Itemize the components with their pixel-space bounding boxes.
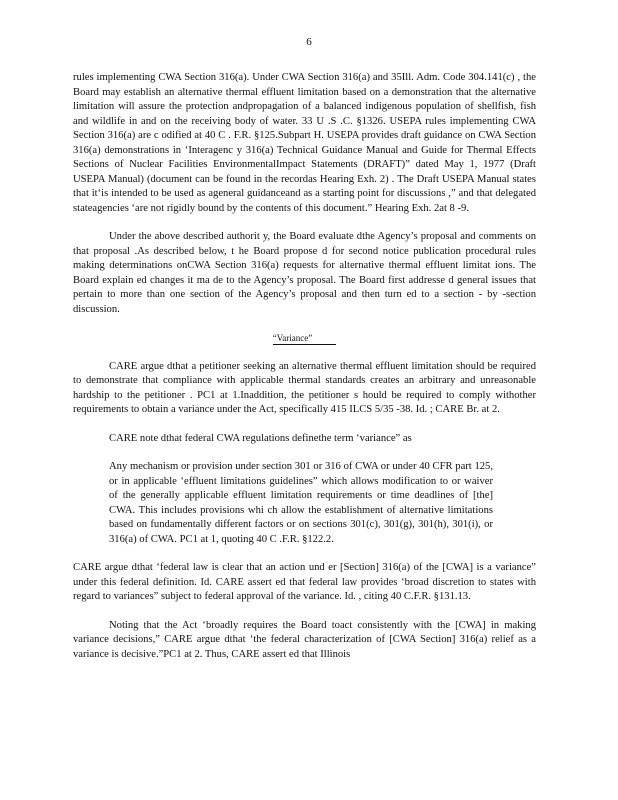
paragraph-federal-law: CARE argue dthat ‘federal law is clear that an action und er [Section] 316(a) of the [CWA] is a variance” under this federal definition. Id. CARE assert ed that federal law provides ‘broad discretion to states with regard to variances” subject to federal approval of the variance. Id. , citing 40 C.F.R. §131.13. xyxy=(73,562,536,602)
paragraph-board-evaluation: Under the above described authorit y, the Board evaluate dthe Agency’s proposal and comments on that proposal .As described below, t he Board propose d for second notice publication procedural rules making determinations onCWA Section 316(a) requests for alternative thermal effluent limitat ions. The Board explain ed changes it ma de to the Agency’s proposal. The Board first addresse d general issues that pertain to more than one section of the Agency’s proposal and then turn ed to a section - by -section discussion. xyxy=(73,231,536,315)
paragraph-act-consistency: Noting that the Act ‘broadly requires the Board toact consistently with the [CWA] in making variance decisions,” CARE argue dthat ‘the federal characterization of [CWA Section] 316(a) relief as a variance is decisive.”PC1 at 2. Thus, CARE assert ed that Illinois xyxy=(73,619,536,660)
paragraph-care-note: CARE note dthat federal CWA regulations definethe term ‘variance” as xyxy=(109,432,412,444)
page-number: 6 xyxy=(306,36,312,48)
heading-text: “Variance” xyxy=(273,333,336,345)
paragraph-care-argument: CARE argue dthat a petitioner seeking an alternative thermal effluent limitation should be required to demonstrate that compliance with applicable thermal standards creates an arbitrary and unreasonable hardship to the petitioner . PC1 at 1.Inaddition, the petitioner s hould be required to comply withother requirements to obtain a variance under the Act, specifically 415 ILCS 5/35 -38. Id. ; CARE Br. at 2. xyxy=(73,360,536,415)
section-heading-variance xyxy=(73,331,536,346)
block-quote-definition: Any mechanism or provision under section 301 or 316 of CWA or under 40 CFR part 125, or in applicable ‘effluent limitations guidelines” which allows modification to or waiver of the generally applicable effluent limitation requirements or time deadlines of [the] CWA. This includes provisions whi ch allow the establishment of alternative limitations based on fundamentally different factors or on sections 301(c), 301(g), 301(h), 301(i), or 316(a) of CWA. PC1 at 1, quoting 40 C .F.R. §122.2. xyxy=(109,461,493,545)
paragraph-authority: rules implementing CWA Section 316(a). Under CWA Section 316(a) and 35Ill. Adm. Code 304.141(c) , the Board may establish an alternative thermal effluent limitation based on a demonstration that the alternative limitation will assure the protection andpropagation of a balanced indigenous population of shellfish, fish and wildlife in and on the receiving body of water. 33 U .S .C. §1326. USEPA rules implementing CWA Section 316(a) are c odified at 40 C . F.R. §125.Subpart H. USEPA provides draft guidance on CWA Section 316(a) demonstrations in ‘Interagenc y 316(a) Technical Guidance Manual and Guide for Thermal Effects Sections of Nuclear Facilities EnvironmentalImpact Statements (DRAFT)” dated May 1, 1977 (Draft USEPA Manual) (document can be found in the recordas Hearing Exh. 2) . The Draft USEPA Manual states that it‘is intended to be used as ageneral guidanceand as a starting point for discussions ,” and that delegated stateagencies ‘are not rigidly bound by the contents of this document.” Hearing Exh. 2at 8 -9. xyxy=(73,72,536,214)
document-body xyxy=(73,71,536,662)
